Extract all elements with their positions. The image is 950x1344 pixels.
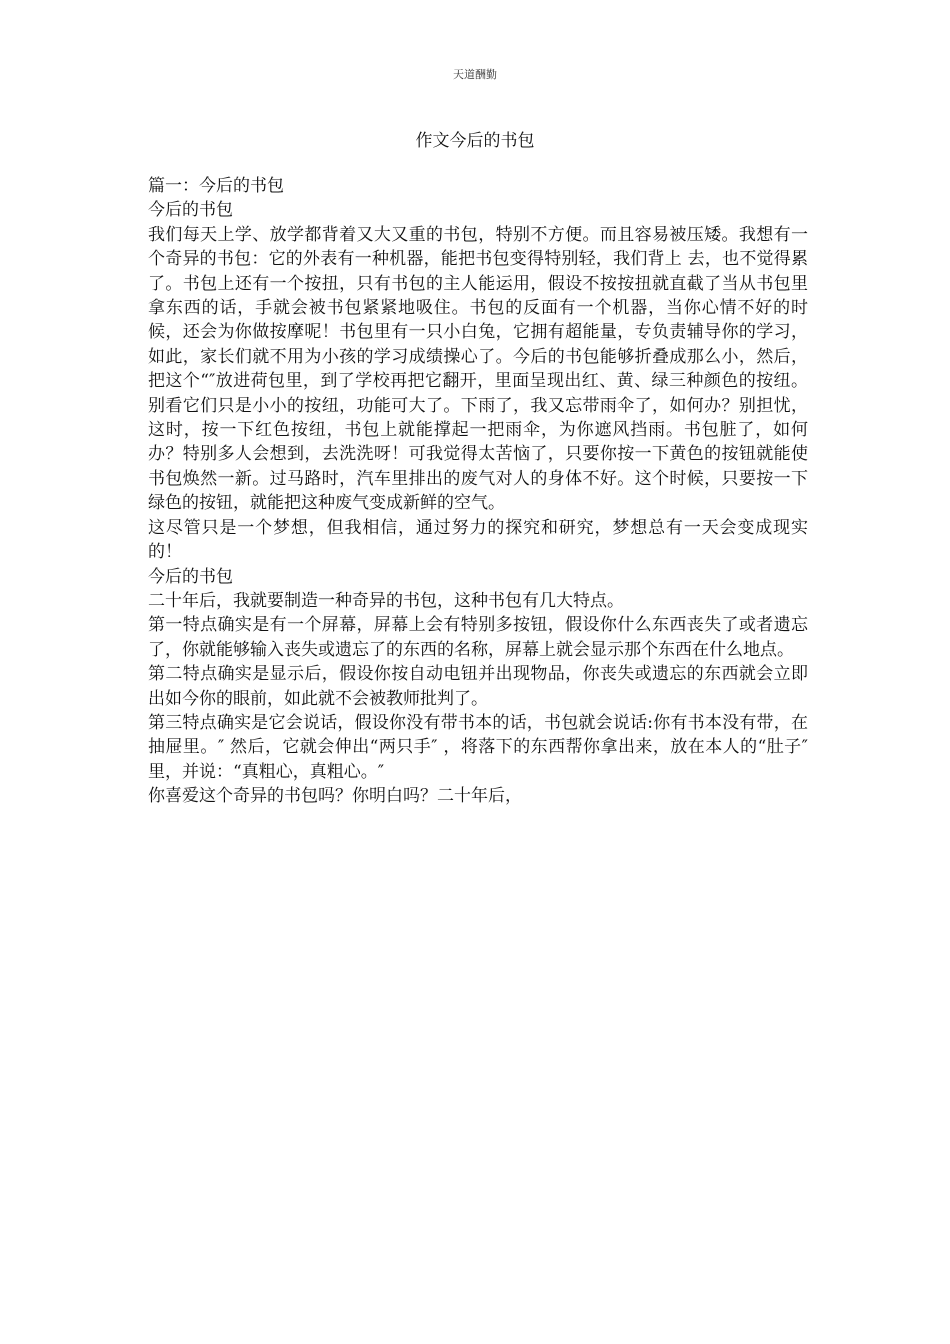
paragraph: 这尽管只是一个梦想，但我相信，通过努力的探究和研究，梦想总有一天会变成现实的！ bbox=[148, 517, 808, 563]
paragraph: 第一特点确实是有一个屏幕，屏幕上会有特别多按钮，假设你什么东西丧失了或者遗忘了，你就能够输入丧失或遗忘了的东西的名称，屏幕上就会显示那个东西在什么地点。 bbox=[148, 615, 808, 660]
paragraph: 第二特点确实是显示后，假设你按自动电钮并出现物品，你丧失或遗忘的东西就会立即出如今你的眼前，如此就不会被教师批判了。 bbox=[148, 664, 808, 709]
paragraph: 你喜爱这个奇异的书包吗？你明白吗？二十年后， bbox=[148, 786, 522, 807]
document-title: 作文今后的书包 bbox=[415, 131, 535, 151]
paragraph: 第三特点确实是它会说话，假设你没有带书本的话，书包就会说话:你有书本没有带，在抽屉里。″ 然后，它就会伸出“两只手″ ，将落下的东西帮你拿出来，放在本人的“肚子″ 里，并说：“真粗心，真粗心。″ bbox=[148, 712, 808, 782]
page-header: 天道酬勤 bbox=[453, 68, 497, 81]
section-heading: 篇一：今后的书包 bbox=[148, 176, 284, 196]
essay-title: 今后的书包 bbox=[148, 566, 233, 587]
paragraph: 我们每天上学、放学都背着又大又重的书包，特别不方便。而且容易被压矮。我想有一个奇异的书包：它的外表有一种机器，能把书包变得特别轻，我们背上 去，也不觉得累了。书包上还有一个按扭，只有书包的主人能运用，假设不按按扭就直截了当从书包里拿东西的话，手就会被书包紧紧地吸住。书包的反面有一个机器，当你心情不好的时候，还会为你做按摩呢！书包里有一只小白兔，它拥有超能量，专负责辅导你的学习，如此，家长们就不用为小孩的学习成绩操心了。今后的书包能够折叠成那么小，然后，把这个“″放进荷包里，到了学校再把它翻开，里面呈现出红、黄、绿三种颜色的按纽。别看它们只是小小的按纽，功能可大了。下雨了，我又忘带雨伞了，如何办？别担忧，这时，按一下红色按纽，书包上就能撑起一把雨伞，为你遮风挡雨。书包脏了，如何办？特别多人会想到，去洗洗呀！可我觉得太苦恼了，只要你按一下黄色的按钮就能使书包焕然一新。过马路时，汽车里排出的废气对人的身体不好。这个时候，只要按一下绿色的按钮，就能把这种废气变成新鲜的空气。 bbox=[148, 224, 808, 514]
paragraph: 二十年后，我就要制造一种奇异的书包，这种书包有几大特点。 bbox=[148, 590, 624, 611]
essay-title: 今后的书包 bbox=[148, 200, 233, 221]
document-body bbox=[148, 174, 808, 809]
